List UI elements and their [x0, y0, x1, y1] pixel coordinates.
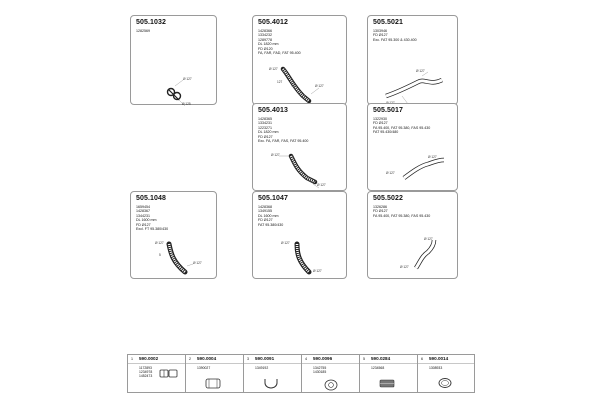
part-details: 1326286 FD Ø127 FA 95.400, FAT 95.380, FAS 95.430 — [373, 205, 431, 218]
accessory-index: 2 — [189, 357, 191, 361]
accessory-details: 1234568 — [371, 366, 385, 370]
accessory-details: 1349192 — [255, 366, 269, 370]
bent-pipe-drawing — [368, 104, 459, 192]
flex-pipe-drawing — [253, 192, 348, 280]
exhaust-clamp-drawing — [131, 16, 218, 106]
part-details: 1303946 FD Ø127 Exc. FAT 95.300 & 430.400 — [373, 29, 417, 42]
part-code: 505.4013 — [258, 107, 288, 114]
sleeve-icon — [204, 377, 222, 389]
part-details: 1428366 1334232 1289778 DL 1820 mm FD Ø120 FA, FAR, FAD, FAT 95.400 — [258, 29, 301, 56]
dim-label: Ø 127 — [269, 67, 278, 71]
flex-pipe-drawing — [253, 16, 348, 106]
accessory-cell — [186, 355, 244, 392]
dim-label: Ø 127 — [400, 265, 409, 269]
part-code: 505.1048 — [136, 195, 166, 202]
dim-label: Ø 127 — [271, 153, 280, 157]
accessory-code: 590.0002 — [139, 356, 159, 361]
accessory-index: 5 — [363, 357, 365, 361]
accessory-code: 590.0096 — [313, 356, 333, 361]
accessory-code: 590.0091 — [255, 356, 275, 361]
part-card-505-1047 — [252, 191, 347, 279]
part-code: 505.4012 — [258, 19, 288, 26]
u-bolt-icon — [262, 377, 280, 389]
dim-label: Ø 127 — [155, 241, 164, 245]
accessory-cell — [302, 355, 360, 392]
dim-label: Ø 127 — [416, 69, 425, 73]
part-card-505-1048 — [130, 191, 217, 279]
accessory-details: 1172893 1234978 1452473 — [139, 366, 153, 379]
accessory-details: 1342755 1430185 — [313, 366, 327, 375]
part-code: 505.5022 — [373, 195, 403, 202]
accessory-cell — [128, 355, 186, 392]
clamp-icon — [158, 367, 180, 379]
dim-label: Ø 127 — [386, 171, 395, 175]
bent-pipe-drawing — [368, 16, 459, 106]
dim-label: 5 — [159, 253, 161, 257]
dim-label: Ø 127 — [424, 237, 433, 241]
accessory-code: 590.0284 — [371, 356, 391, 361]
accessory-code: 590.0014 — [429, 356, 449, 361]
part-card-505-5017 — [367, 103, 458, 191]
ring-icon — [436, 377, 454, 389]
dim-label: Ø 127 — [317, 183, 326, 187]
accessory-cell — [244, 355, 302, 392]
accessory-index: 3 — [247, 357, 249, 361]
part-code: 505.5017 — [373, 107, 403, 114]
part-details: 1428365 1334231 1223271 DL 1820 mm FD Ø127 Exc. FA, FAR, FAS, FAT 95.400 — [258, 117, 309, 144]
part-code: 505.1032 — [136, 19, 166, 26]
part-code: 505.1047 — [258, 195, 288, 202]
accessory-cell — [360, 355, 418, 392]
flange-icon — [322, 379, 340, 391]
part-card-505-5022 — [367, 191, 458, 279]
accessory-details: 1390027 — [197, 366, 211, 370]
part-details: 1282569 — [136, 29, 150, 33]
accessory-parts-strip — [127, 354, 475, 393]
dim-label: Ø 127 — [315, 84, 324, 88]
part-details: 1428368 1349155 DL 1600 mm FD Ø127 FAT 95.380/430 — [258, 205, 284, 227]
part-card-505-1032 — [130, 15, 217, 105]
part-card-505-5021 — [367, 15, 458, 105]
accessory-index: 6 — [421, 357, 423, 361]
dim-label: Ø 127 — [193, 261, 202, 265]
accessory-index: 4 — [305, 357, 307, 361]
dim-label: 127 — [277, 80, 283, 84]
accessory-details: 1308933 — [429, 366, 443, 370]
part-code: 505.5021 — [373, 19, 403, 26]
part-card-505-4012 — [252, 15, 347, 105]
part-details: 1322930 FD Ø127 FA 95.400, FAT 95.380, FAS 95.430 FAT 95.430/480 — [373, 117, 431, 135]
bent-pipe-drawing — [368, 192, 459, 280]
part-details: 1659454 1428367 1344231 DL 1600 mm FD Ø127 Excl. FT 95.380/430 — [136, 205, 169, 232]
dim-label: Ø 127 — [281, 241, 290, 245]
accessory-cell — [418, 355, 474, 392]
dim-label: Ø 125 — [182, 102, 191, 106]
accessory-code: 590.0004 — [197, 356, 217, 361]
flex-pipe-drawing — [253, 104, 348, 192]
accessory-index: 1 — [131, 357, 133, 361]
flex-pipe-drawing — [131, 192, 218, 280]
part-card-505-4013 — [252, 103, 347, 191]
dim-label: Ø 127 — [183, 77, 192, 81]
dim-label: Ø 127 — [313, 269, 322, 273]
dim-label: Ø 127 — [428, 155, 437, 159]
band-icon — [378, 377, 396, 389]
